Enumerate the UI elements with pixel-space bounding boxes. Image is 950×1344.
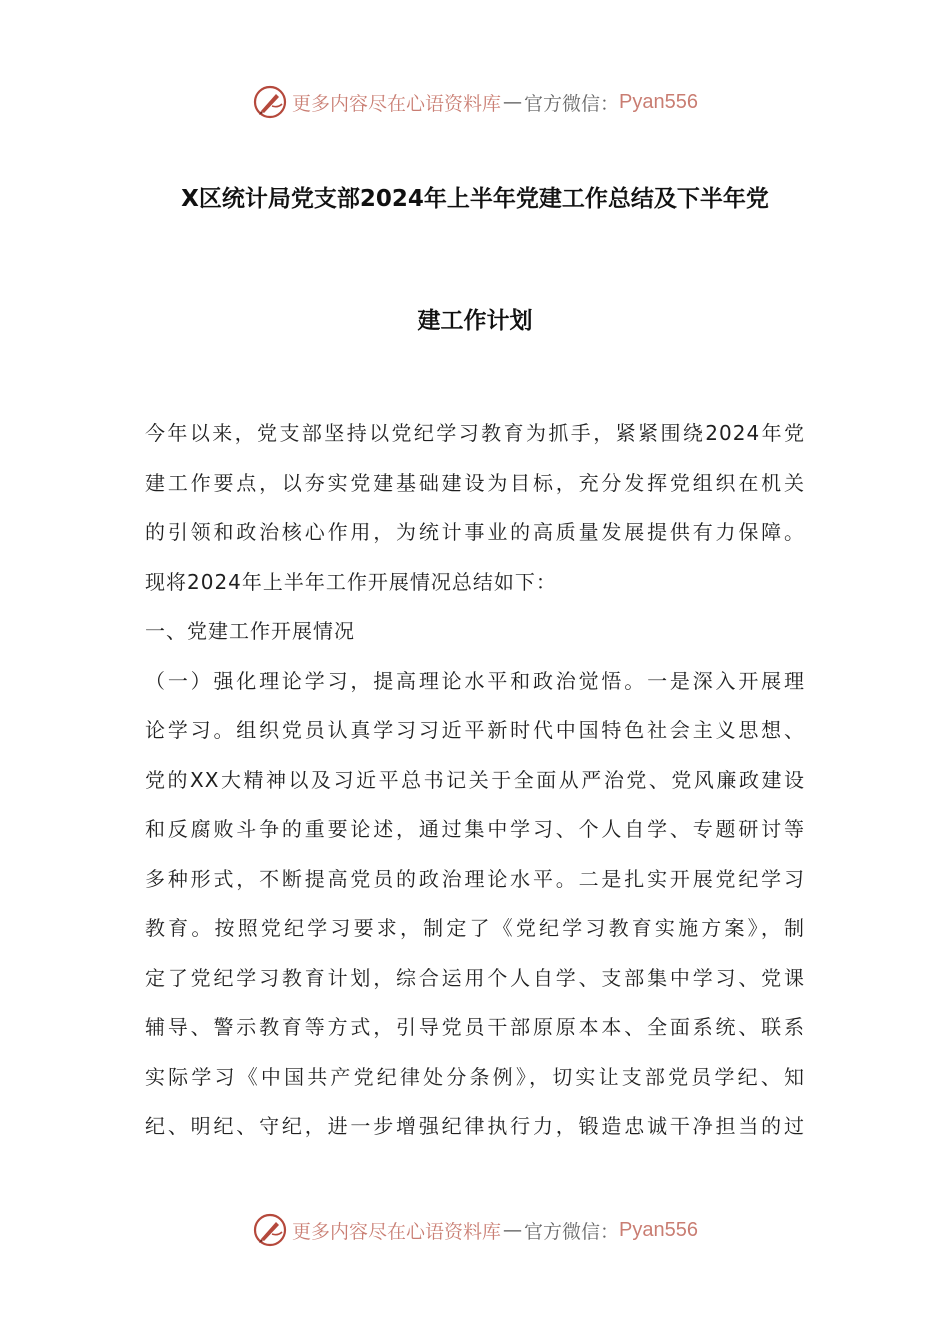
document-title-line-2: 建工作计划 [417,308,533,334]
body-line: 定了党纪学习教育计划，综合运用个人自学、支部集中学习、党课 [145,965,805,990]
body-line: 和反腐败斗争的重要论述，通过集中学习、个人自学、专题研讨等 [145,817,805,841]
body-line: 党的XX大精神以及习近平总书记关于全面从严治党、党风廉政建设 [145,767,805,792]
body-line: 的引领和政治核心作用，为统计事业的高质量发展提供有力保障。 [145,520,805,544]
body-line: 多种形式，不断提高党员的政治理论水平。二是扎实开展党纪学习 [145,866,805,891]
section-heading: 一、党建工作开展情况 [145,619,355,643]
quill-logo-icon [252,84,288,120]
document-title-line-1: X区统计局党支部2024年上半年党建工作总结及下半年党 [181,186,769,212]
body-line: 建工作要点，以夯实党建基础建设为目标，充分发挥党组织在机关 [145,470,805,495]
watermark-handle: Pyan556 [619,1218,698,1241]
body-line: 教育。按照党纪学习要求，制定了《党纪学习教育实施方案》，制 [145,916,805,940]
quill-logo-icon [252,1212,288,1248]
watermark-banner-top [0,80,950,124]
body-line: 实际学习《中国共产党纪律处分条例》，切实让支部党员学纪、知 [145,1064,805,1089]
watermark-separator: — [503,1219,523,1241]
watermark-site-text: 更多内容尽在心语资料库 [292,92,502,115]
body-line: 今年以来，党支部坚持以党纪学习教育为抓手，紧紧围绕2024年党 [145,421,805,445]
watermark-site-text: 更多内容尽在心语资料库 [292,1220,502,1243]
body-line: 论学习。组织党员认真学习习近平新时代中国特色社会主义思想、 [145,718,805,742]
watermark-label: 官方微信： [524,1220,620,1243]
body-line: 辅导、警示教育等方式，引导党员干部原原本本、全面系统、联系 [145,1015,805,1039]
body-line: （一）强化理论学习，提高理论水平和政治觉悟。一是深入开展理 [145,668,805,693]
watermark-handle: Pyan556 [619,90,698,113]
watermark-label: 官方微信： [524,92,620,115]
body-line: 纪、明纪、守纪，进一步增强纪律执行力，锻造忠诚干净担当的过 [145,1114,805,1138]
document-body [145,417,805,1160]
watermark-banner-bottom [0,1208,950,1252]
body-line: 现将2024年上半年工作开展情况总结如下： [145,569,557,594]
watermark-separator: — [503,91,523,113]
